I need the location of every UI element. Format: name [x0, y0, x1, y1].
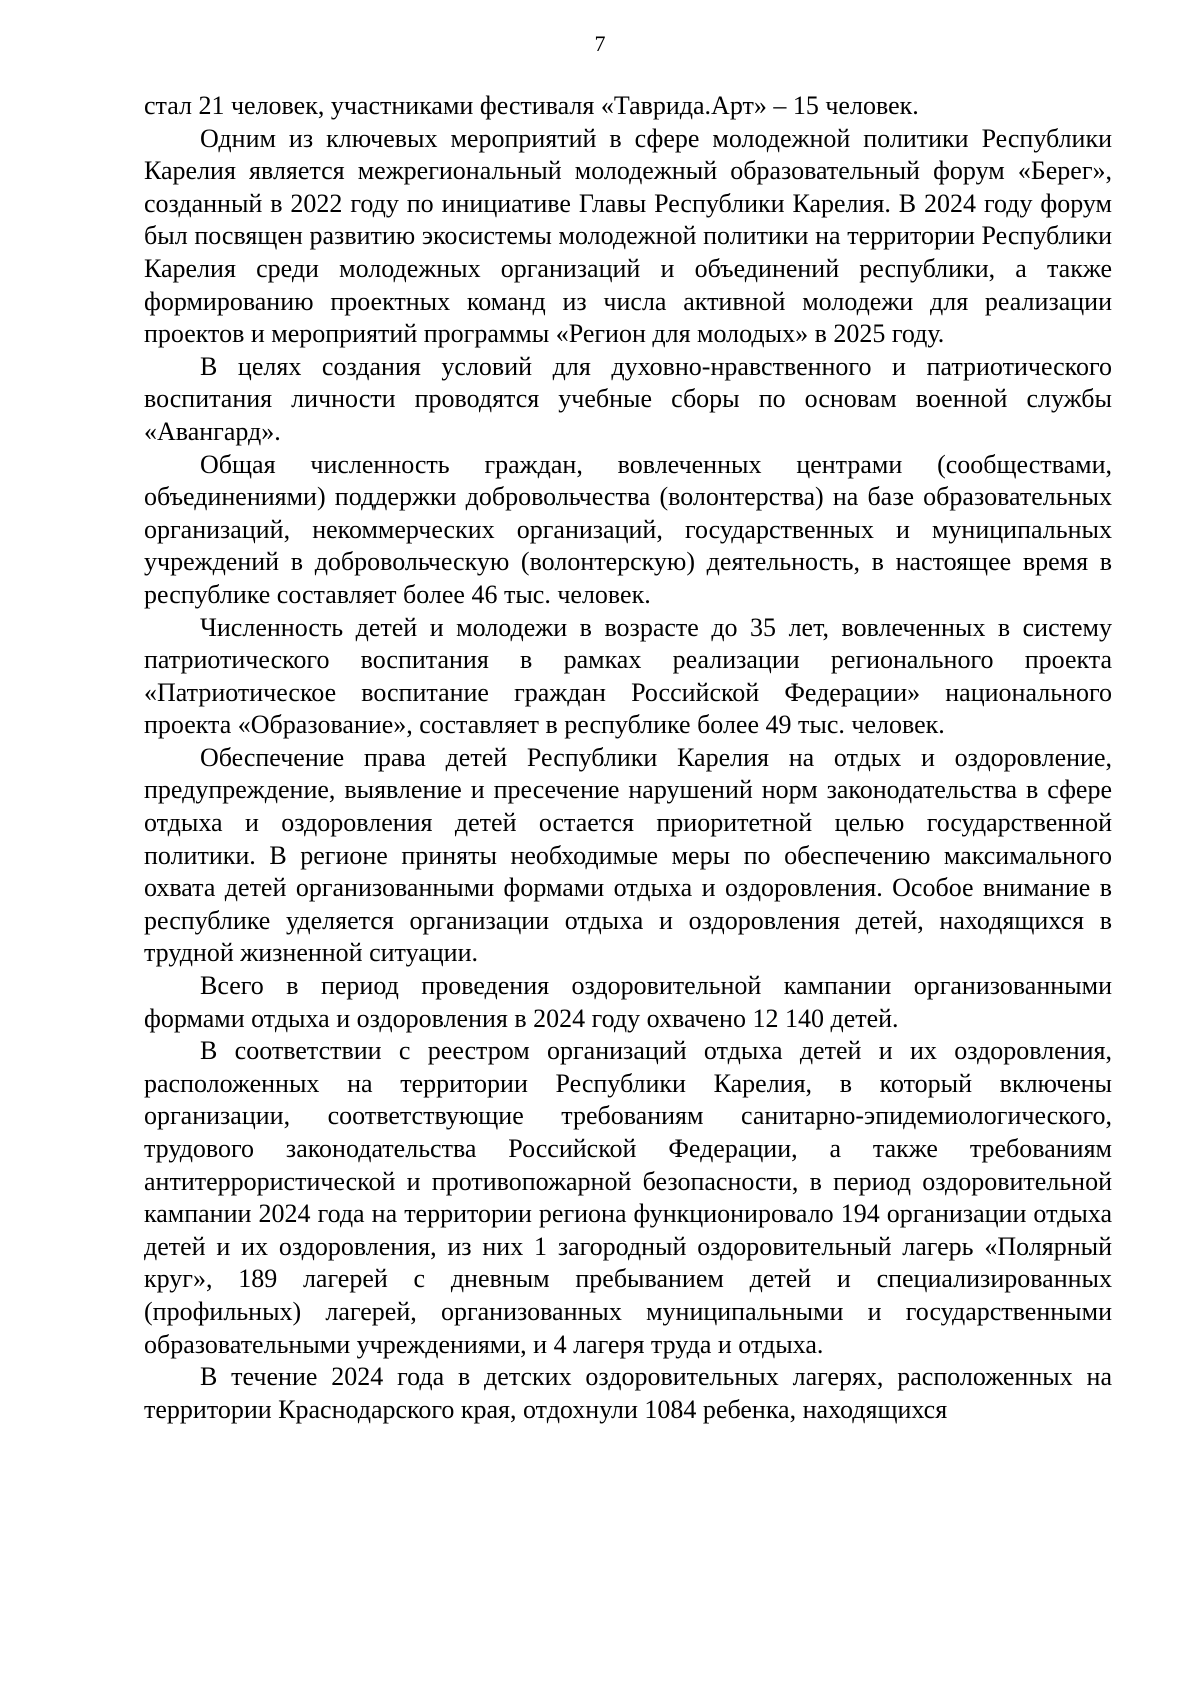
- page-number: 7: [594, 31, 606, 56]
- paragraph-bereg-forum: Одним из ключевых мероприятий в сфере молодежной политики Республики Карелия является межрегиональный молодежный образовательный форум «Берег», созданный в 2022 году по инициативе Главы Республики Карелия. В 2024 году форум был посвящен развитию экосистемы молодежной политики на территории Республики Карелия среди молодежных организаций и объединений республики, а также формированию проектных команд из числа активной молодежи для реализации проектов и мероприятий программы «Регион для молодых» в 2025 году.: [144, 123, 1112, 349]
- paragraph-campaign-total: Всего в период проведения оздоровительной кампании организованными формами отдыха и оздоровления в 2024 году охвачено 12 140 детей.: [144, 971, 1112, 1033]
- paragraph-children-rights: Обеспечение права детей Республики Карелия на отдых и оздоровление, предупреждение, выявление и пресечение нарушений норм законодательства в сфере отдыха и оздоровления детей остается приоритетной целью государственной политики. В регионе приняты необходимые меры по обеспечению максимального охвата детей организованными формами отдыха и оздоровления. Особое внимание в республике уделяется организации отдыха и оздоровления детей, находящихся в трудной жизненной ситуации.: [144, 742, 1112, 968]
- document-body: [144, 90, 1112, 1426]
- paragraph-continuation: стал 21 человек, участниками фестиваля «Таврида.Арт» – 15 человек.: [144, 91, 919, 120]
- paragraph-volunteers: Общая численность граждан, вовлеченных центрами (сообществами, объединениями) поддержки добровольчества (волонтерства) на базе образовательных организаций, некоммерческих организаций, государственных и муниципальных учреждений в добровольческую (волонтерскую) деятельность, в настоящее время в республике составляет более 46 тыс. человек.: [144, 449, 1112, 609]
- paragraph-patriotic-education: Численность детей и молодежи в возрасте до 35 лет, вовлеченных в систему патриотического воспитания в рамках реализации регионального проекта «Патриотическое воспитание граждан Российской Федерации» национального проекта «Образование», составляет в республике более 49 тыс. человек.: [144, 612, 1112, 740]
- paragraph-registry: В соответствии с реестром организаций отдыха детей и их оздоровления, расположенных на территории Республики Карелия, в который включены организации, соответствующие требованиям санитарно-эпидемиологического, трудового законодательства Российской Федерации, а также требованиям антитеррористической и противопожарной безопасности, в период оздоровительной кампании 2024 года на территории региона функционировало 194 организации отдыха детей и их оздоровления, из них 1 загородный оздоровительный лагерь «Полярный круг», 189 лагерей с дневным пребыванием детей и специализированных (профильных) лагерей, организованных муниципальными и государственными образовательными учреждениями, и 4 лагеря труда и отдыха.: [144, 1036, 1112, 1359]
- paragraph-avangard: В целях создания условий для духовно-нравственного и патриотического воспитания личности проводятся учебные сборы по основам военной службы «Авангард».: [144, 351, 1112, 446]
- paragraph-krasnodar: В течение 2024 года в детских оздоровительных лагерях, расположенных на территории Краснодарского края, отдохнули 1084 ребенка, находящихся: [144, 1362, 1112, 1424]
